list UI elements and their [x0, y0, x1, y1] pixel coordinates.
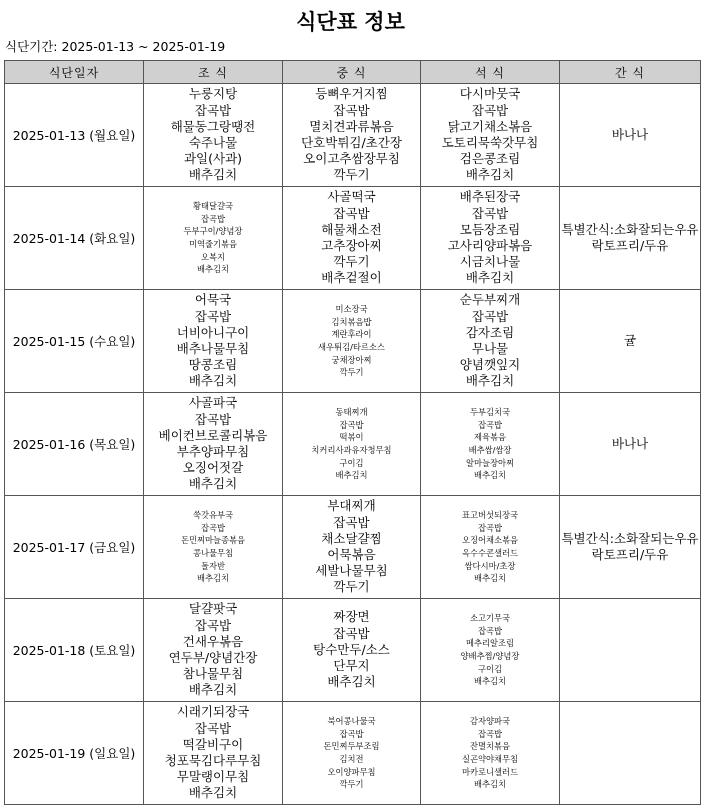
- dinner-items: [421, 612, 559, 688]
- dinner-items: [421, 189, 559, 286]
- lunch-cell: [283, 599, 421, 702]
- lunch-items: [283, 86, 420, 183]
- menu-item: 배추된장국: [459, 189, 521, 205]
- menu-item: 떡볶이: [339, 432, 364, 443]
- snack-item: 특별간식:소화잘되는우유: [561, 222, 699, 237]
- snack-item: 특별간식:소화잘되는우유: [561, 531, 699, 546]
- menu-item: 배추김치: [188, 167, 238, 183]
- menu-item: 고추장아찌: [321, 238, 382, 253]
- menu-item: 배추김치: [473, 779, 507, 790]
- menu-item: 콩나물무침: [192, 548, 234, 558]
- menu-item: 배추김치: [473, 676, 507, 687]
- menu-item: 배추김치: [473, 470, 507, 481]
- menu-item: 배추김치: [196, 264, 230, 275]
- meal-date: 2025-01-17 (금요일): [5, 496, 144, 599]
- breakfast-cell: [144, 290, 283, 393]
- menu-item: 건새우볶음: [182, 633, 244, 649]
- menu-item: 땅콩조림: [188, 357, 238, 373]
- snack-cell: [560, 393, 701, 496]
- menu-item: 배추김치: [188, 785, 238, 801]
- menu-item: 짜장면: [333, 609, 370, 625]
- menu-item: 어묵국: [194, 292, 232, 308]
- lunch-items: [283, 715, 420, 791]
- menu-item: 잡곡밥: [477, 419, 503, 430]
- dinner-items: [421, 406, 559, 482]
- menu-item: 김치전: [339, 754, 364, 764]
- breakfast-items: [144, 509, 282, 585]
- breakfast-items: [144, 395, 282, 492]
- header-dinner: 석 식: [421, 61, 560, 84]
- menu-item: 깍두기: [339, 367, 364, 378]
- menu-item: 잡곡밥: [194, 720, 232, 736]
- menu-item: 감자조림: [465, 324, 515, 340]
- lunch-items: [283, 406, 420, 482]
- snack-item: 바나나: [611, 127, 649, 142]
- menu-item: 과일(사과): [183, 151, 243, 167]
- snack-item: 락토프리/두유: [591, 547, 669, 562]
- menu-item: 누룽지탕: [188, 86, 238, 102]
- menu-item: 잡곡밥: [333, 514, 370, 530]
- page-title: 식단표 정보: [296, 10, 405, 34]
- menu-item: 양념깻잎지: [459, 357, 521, 373]
- menu-item: 부대찌개: [327, 498, 376, 514]
- breakfast-cell: [144, 393, 283, 496]
- menu-item: 배추김치: [465, 167, 515, 183]
- lunch-cell: [283, 496, 421, 599]
- menu-item: 오징어채소볶음: [461, 535, 519, 546]
- menu-item: 무말랭이무침: [176, 769, 250, 785]
- breakfast-items: [144, 704, 282, 801]
- menu-item: 소고기무국: [469, 613, 511, 624]
- menu-item: 배추김치: [327, 674, 376, 690]
- dinner-items: [421, 292, 559, 389]
- menu-item: 닭고기채소볶음: [447, 118, 533, 134]
- breakfast-cell: [144, 702, 283, 805]
- menu-item: 제육볶음: [473, 432, 507, 443]
- breakfast-items: [144, 292, 282, 389]
- menu-item: 알마늘장아찌: [465, 457, 515, 468]
- menu-item: 잡곡밥: [194, 411, 232, 427]
- menu-item: 돈민찌두부조림: [323, 741, 380, 752]
- meal-table-body: [5, 84, 701, 805]
- menu-item: 오복지: [200, 251, 226, 262]
- dinner-cell: [421, 290, 560, 393]
- table-row: [5, 702, 701, 805]
- snack-cell: [560, 496, 701, 599]
- menu-item: 김치볶음밥: [331, 316, 372, 327]
- menu-item: 두부김치국: [469, 407, 511, 418]
- snack-item: 바나나: [611, 436, 649, 451]
- menu-item: 실곤약야채무침: [461, 754, 519, 764]
- lunch-items: [283, 609, 420, 690]
- meal-date: 2025-01-19 (일요일): [5, 702, 144, 805]
- menu-item: 잡곡밥: [471, 102, 509, 118]
- menu-item: 배추김치: [188, 373, 238, 389]
- menu-item: 돈민찌마늘종볶음: [180, 535, 246, 546]
- menu-item: 배추겉절이: [321, 270, 382, 286]
- menu-item: 고사리양파볶음: [447, 238, 533, 253]
- menu-item: 채소달걀찜: [321, 530, 382, 546]
- breakfast-cell: [144, 599, 283, 702]
- menu-item: 깍두기: [339, 779, 364, 790]
- menu-item: 깍두기: [333, 167, 370, 183]
- header-breakfast: 조 식: [144, 61, 283, 84]
- menu-item: 마카로니샐러드: [461, 766, 519, 777]
- breakfast-items: [144, 86, 282, 183]
- table-row: [5, 84, 701, 187]
- menu-item: 잡곡밥: [333, 102, 370, 118]
- meal-date: 2025-01-18 (토요일): [5, 599, 144, 702]
- dinner-cell: [421, 496, 560, 599]
- menu-item: 오이고추쌈장무침: [303, 151, 400, 167]
- menu-item: 표고버섯되장국: [461, 510, 519, 521]
- table-header-row: [5, 61, 701, 84]
- menu-item: 떡갈비구이: [182, 736, 244, 752]
- menu-item: 오이양파무침: [327, 766, 376, 777]
- menu-item: 잡곡밥: [333, 205, 370, 221]
- menu-item: 북어콩나물국: [327, 716, 376, 727]
- dinner-cell: [421, 187, 560, 290]
- dinner-items: [421, 86, 559, 183]
- table-row: [5, 393, 701, 496]
- menu-item: 베이컨브로콜리볶음: [158, 427, 268, 443]
- menu-item: 세발나물무침: [315, 563, 388, 579]
- menu-item: 잡곡밥: [194, 102, 232, 118]
- lunch-cell: [283, 84, 421, 187]
- meal-date: 2025-01-13 (월요일): [5, 84, 144, 187]
- snack-cell: [560, 599, 701, 702]
- menu-item: 등뼈우거지찜: [315, 86, 388, 102]
- menu-item: 탕수만두/소스: [313, 641, 390, 657]
- snack-item: 락토프리/두유: [591, 238, 669, 253]
- header-date: 식단일자: [5, 61, 144, 84]
- lunch-cell: [283, 393, 421, 496]
- menu-item: 잡곡밥: [200, 213, 226, 224]
- menu-item: 잡곡밥: [339, 728, 364, 739]
- dinner-items: [421, 509, 559, 585]
- snack-item: 귤: [623, 333, 637, 348]
- menu-item: 배추김치: [335, 470, 368, 481]
- snack-cell: [560, 702, 701, 805]
- breakfast-cell: [144, 187, 283, 290]
- menu-item: 검은콩조림: [459, 151, 521, 167]
- menu-item: 미소장국: [335, 304, 368, 315]
- menu-item: 황태달걀국: [192, 201, 234, 212]
- menu-item: 단호박튀김/초간장: [301, 135, 402, 150]
- menu-item: 잡곡밥: [471, 205, 509, 221]
- lunch-items: [283, 189, 420, 286]
- menu-item: 사골파국: [188, 395, 238, 411]
- menu-item: 잡곡밥: [339, 419, 364, 430]
- menu-item: 동태찌개: [335, 407, 368, 418]
- menu-item: 미역줄기볶음: [188, 239, 238, 249]
- menu-item: 단무지: [333, 658, 370, 674]
- menu-item: 잡곡밥: [471, 308, 509, 324]
- menu-item: 옥수수콘샐러드: [461, 548, 519, 558]
- menu-item: 새우튀김/타르소스: [318, 342, 385, 352]
- menu-item: 양배추찜/양념장: [460, 651, 520, 661]
- menu-item: 배추쌈/쌈장: [468, 445, 512, 455]
- lunch-cell: [283, 290, 421, 393]
- breakfast-cell: [144, 84, 283, 187]
- menu-item: 멸치견과류볶음: [309, 118, 394, 134]
- menu-item: 잡곡밥: [477, 522, 503, 533]
- menu-item: 사골떡국: [327, 189, 376, 205]
- menu-item: 잡곡밥: [477, 625, 503, 636]
- menu-item: 잡곡밥: [194, 308, 232, 324]
- snack-cell: [560, 187, 701, 290]
- menu-item: 잡곡밥: [333, 625, 370, 641]
- dinner-cell: [421, 599, 560, 702]
- menu-item: 계란후라이: [331, 329, 372, 340]
- lunch-items: [283, 303, 420, 379]
- menu-item: 시래기되장국: [176, 704, 250, 720]
- menu-item: 무나물: [471, 341, 509, 356]
- menu-item: 깍두기: [333, 579, 370, 595]
- menu-item: 시금치나물: [459, 254, 521, 270]
- menu-item: 궁채장아찌: [331, 354, 372, 365]
- menu-item: 두부구이/양념장: [183, 226, 243, 237]
- menu-item: 구이김: [477, 663, 503, 674]
- dinner-cell: [421, 84, 560, 187]
- menu-item: 어묵볶음: [327, 547, 376, 562]
- header-lunch: 중 식: [283, 61, 421, 84]
- lunch-cell: [283, 702, 421, 805]
- menu-item: 순두부찌개: [459, 292, 521, 308]
- menu-item: 배추김치: [188, 476, 238, 492]
- menu-item: 잔멸치볶음: [469, 741, 511, 752]
- menu-item: 구이김: [339, 457, 364, 468]
- table-row: [5, 599, 701, 702]
- menu-item: 감자양파국: [469, 716, 511, 727]
- menu-item: 달걀팟국: [188, 601, 238, 617]
- menu-item: 돌자반: [200, 560, 226, 571]
- lunch-items: [283, 498, 420, 595]
- menu-item: 참나물무침: [182, 666, 244, 682]
- menu-item: 해물채소전: [321, 221, 382, 237]
- menu-item: 배추김치: [196, 573, 230, 584]
- menu-item: 연두부/양념간장: [168, 650, 258, 665]
- menu-item: 너비아니구이: [176, 324, 250, 340]
- header-snack: 간 식: [560, 61, 701, 84]
- menu-item: 해물동그랑땡전: [170, 118, 256, 134]
- meal-date: 2025-01-16 (목요일): [5, 393, 144, 496]
- menu-item: 도토리묵쑥갓무침: [441, 135, 539, 150]
- menu-item: 다시마뭇국: [459, 86, 521, 102]
- dinner-cell: [421, 393, 560, 496]
- menu-item: 청포묵김다루무침: [164, 753, 262, 768]
- menu-item: 배추나물무침: [176, 341, 250, 356]
- menu-item: 배추김치: [473, 573, 507, 584]
- menu-item: 모듬장조림: [459, 221, 521, 237]
- table-row: [5, 496, 701, 599]
- meal-date: 2025-01-15 (수요일): [5, 290, 144, 393]
- dinner-items: [421, 715, 559, 791]
- menu-item: 부추양파무침: [176, 444, 250, 459]
- meal-period: 식단기간: 2025-01-13 ~ 2025-01-19: [5, 39, 226, 54]
- menu-item: 잡곡밥: [477, 728, 503, 739]
- menu-item: 배추김치: [465, 373, 515, 389]
- snack-cell: [560, 84, 701, 187]
- menu-item: 치커리사과유자청무침: [311, 445, 392, 455]
- table-row: [5, 290, 701, 393]
- dinner-cell: [421, 702, 560, 805]
- menu-item: 쑥갓유부국: [192, 510, 234, 521]
- meal-date: 2025-01-14 (화요일): [5, 187, 144, 290]
- breakfast-cell: [144, 496, 283, 599]
- menu-item: 숙주나물: [188, 135, 238, 150]
- menu-item: 배추김치: [465, 270, 515, 286]
- breakfast-items: [144, 601, 282, 698]
- menu-item: 배추김치: [188, 682, 238, 698]
- table-row: [5, 187, 701, 290]
- breakfast-items: [144, 200, 282, 276]
- menu-item: 깍두기: [333, 254, 370, 270]
- menu-item: 잡곡밥: [194, 617, 232, 633]
- snack-cell: [560, 290, 701, 393]
- menu-item: 잡곡밥: [200, 522, 226, 533]
- menu-item: 메추리알조림: [465, 638, 515, 649]
- menu-item: 쌈다시마/초장: [464, 560, 516, 571]
- menu-item: 오징어젓갈: [182, 460, 244, 476]
- meal-table: [4, 60, 701, 805]
- lunch-cell: [283, 187, 421, 290]
